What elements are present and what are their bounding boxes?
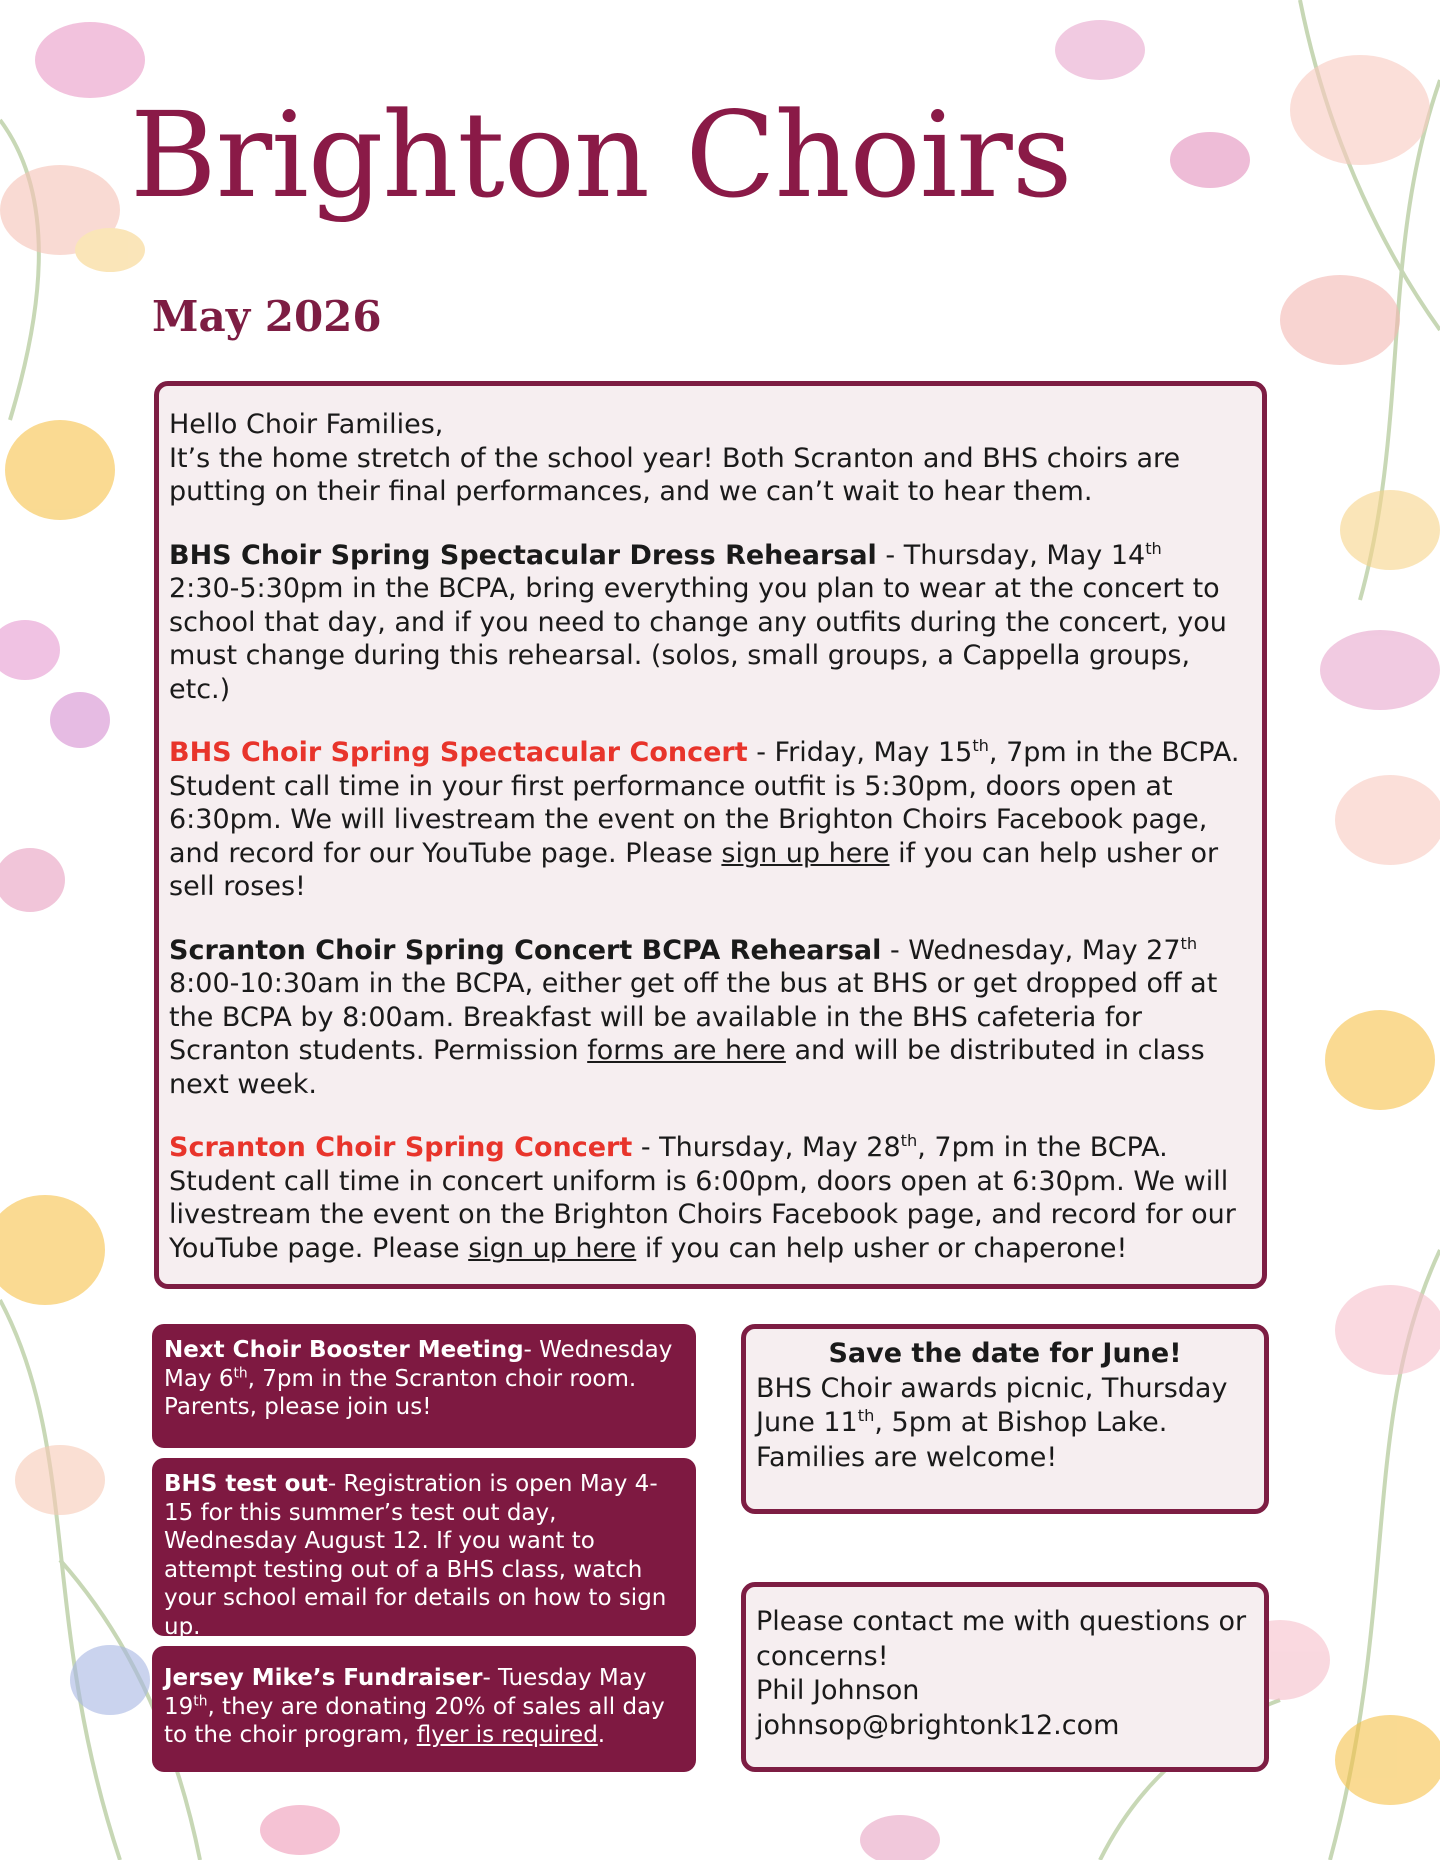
main-announcements-box: [154, 381, 1267, 1289]
contact-box: [741, 1582, 1269, 1772]
booster-meeting-notice: Next Choir Booster Meeting- Wednesday May 6th, 7pm in the Scranton choir room. Parents, please join us!: [152, 1324, 696, 1448]
event-scranton-concert: Scranton Choir Spring Concert - Thursday, May 28th, 7pm in the BCPA. Student call time in concert uniform is 6:00pm, doors open at 6:30pm. We will livestream the event on the Brighton Choirs Facebook page, and record for our YouTube page. Please sign up here if you can help usher or chaperone!: [169, 1131, 1236, 1264]
newsletter-title: Brighton Choirs: [130, 86, 1072, 224]
event-scranton-rehearsal: Scranton Choir Spring Concert BCPA Rehearsal - Wednesday, May 27th 8:00-10:30am in the BCPA, either get off the bus at BHS or get dropped off at the BCPA by 8:00am. Breakfast will be available in the BHS cafeteria for Scranton students. Permission forms are here and will be distributed in class next week.: [169, 933, 1218, 1100]
contact-name: Phil Johnson: [756, 1675, 920, 1706]
notice-title: BHS test out: [164, 1471, 328, 1497]
flyer-link[interactable]: flyer is required: [416, 1722, 598, 1748]
event-title: Scranton Choir Spring Concert BCPA Rehearsal: [169, 934, 882, 966]
event-title: BHS Choir Spring Spectacular Concert: [169, 737, 748, 768]
event-title: Scranton Choir Spring Concert: [169, 1132, 633, 1163]
save-the-date-details: BHS Choir awards picnic, Thursday June 11th, 5pm at Bishop Lake. Families are welcome!: [756, 1372, 1228, 1473]
event-dress-rehearsal: BHS Choir Spring Spectacular Dress Rehearsal - Thursday, May 14th 2:30-5:30pm in the BCPA, bring everything you plan to wear at the concert to school that day, and if you need to change any outfits during the concert, you must change during this rehearsal. (solos, small groups, a Cappella groups, etc.): [169, 538, 1227, 705]
notice-title: Jersey Mike’s Fundraiser: [164, 1665, 483, 1691]
fundraiser-notice: Jersey Mike’s Fundraiser- Tuesday May 19th, they are donating 20% of sales all day to the choir program, flyer is required.: [152, 1646, 696, 1772]
flower-pink: [35, 22, 145, 98]
sign-up-link[interactable]: sign up here: [468, 1232, 637, 1264]
sign-up-link[interactable]: sign up here: [721, 837, 890, 869]
contact-message: Please contact me with questions or concerns!: [756, 1606, 1247, 1672]
newsletter-date: May 2026: [152, 292, 382, 341]
save-the-date-heading: Save the date for June!: [828, 1338, 1182, 1369]
greeting: [169, 408, 1240, 509]
permission-forms-link[interactable]: forms are here: [587, 1035, 786, 1066]
contact-email[interactable]: johnsop@brightonk12.com: [756, 1709, 1120, 1741]
greeting-salutation: Hello Choir Families,: [169, 409, 444, 440]
notice-title: Next Choir Booster Meeting: [164, 1337, 524, 1363]
test-out-notice: BHS test out- Registration is open May 4-15 for this summer’s test out day, Wednesday August 12. If you want to attempt testing out of a BHS class, watch your school email for details on how to sign up.: [152, 1458, 696, 1636]
event-bhs-concert: BHS Choir Spring Spectacular Concert - Friday, May 15th, 7pm in the BCPA. Student call time in your first performance outfit is 5:30pm, doors open at 6:30pm. We will livestream the event on the Brighton Choirs Facebook page, and record for our YouTube page. Please sign up here if you can help usher or sell roses!: [169, 736, 1240, 902]
greeting-message: It’s the home stretch of the school year! Both Scranton and BHS choirs are putting on their final performances, and we can’t wait to hear them.: [169, 442, 1181, 507]
save-the-date-box: [741, 1324, 1269, 1514]
event-title: BHS Choir Spring Spectacular Dress Rehearsal: [169, 539, 877, 571]
